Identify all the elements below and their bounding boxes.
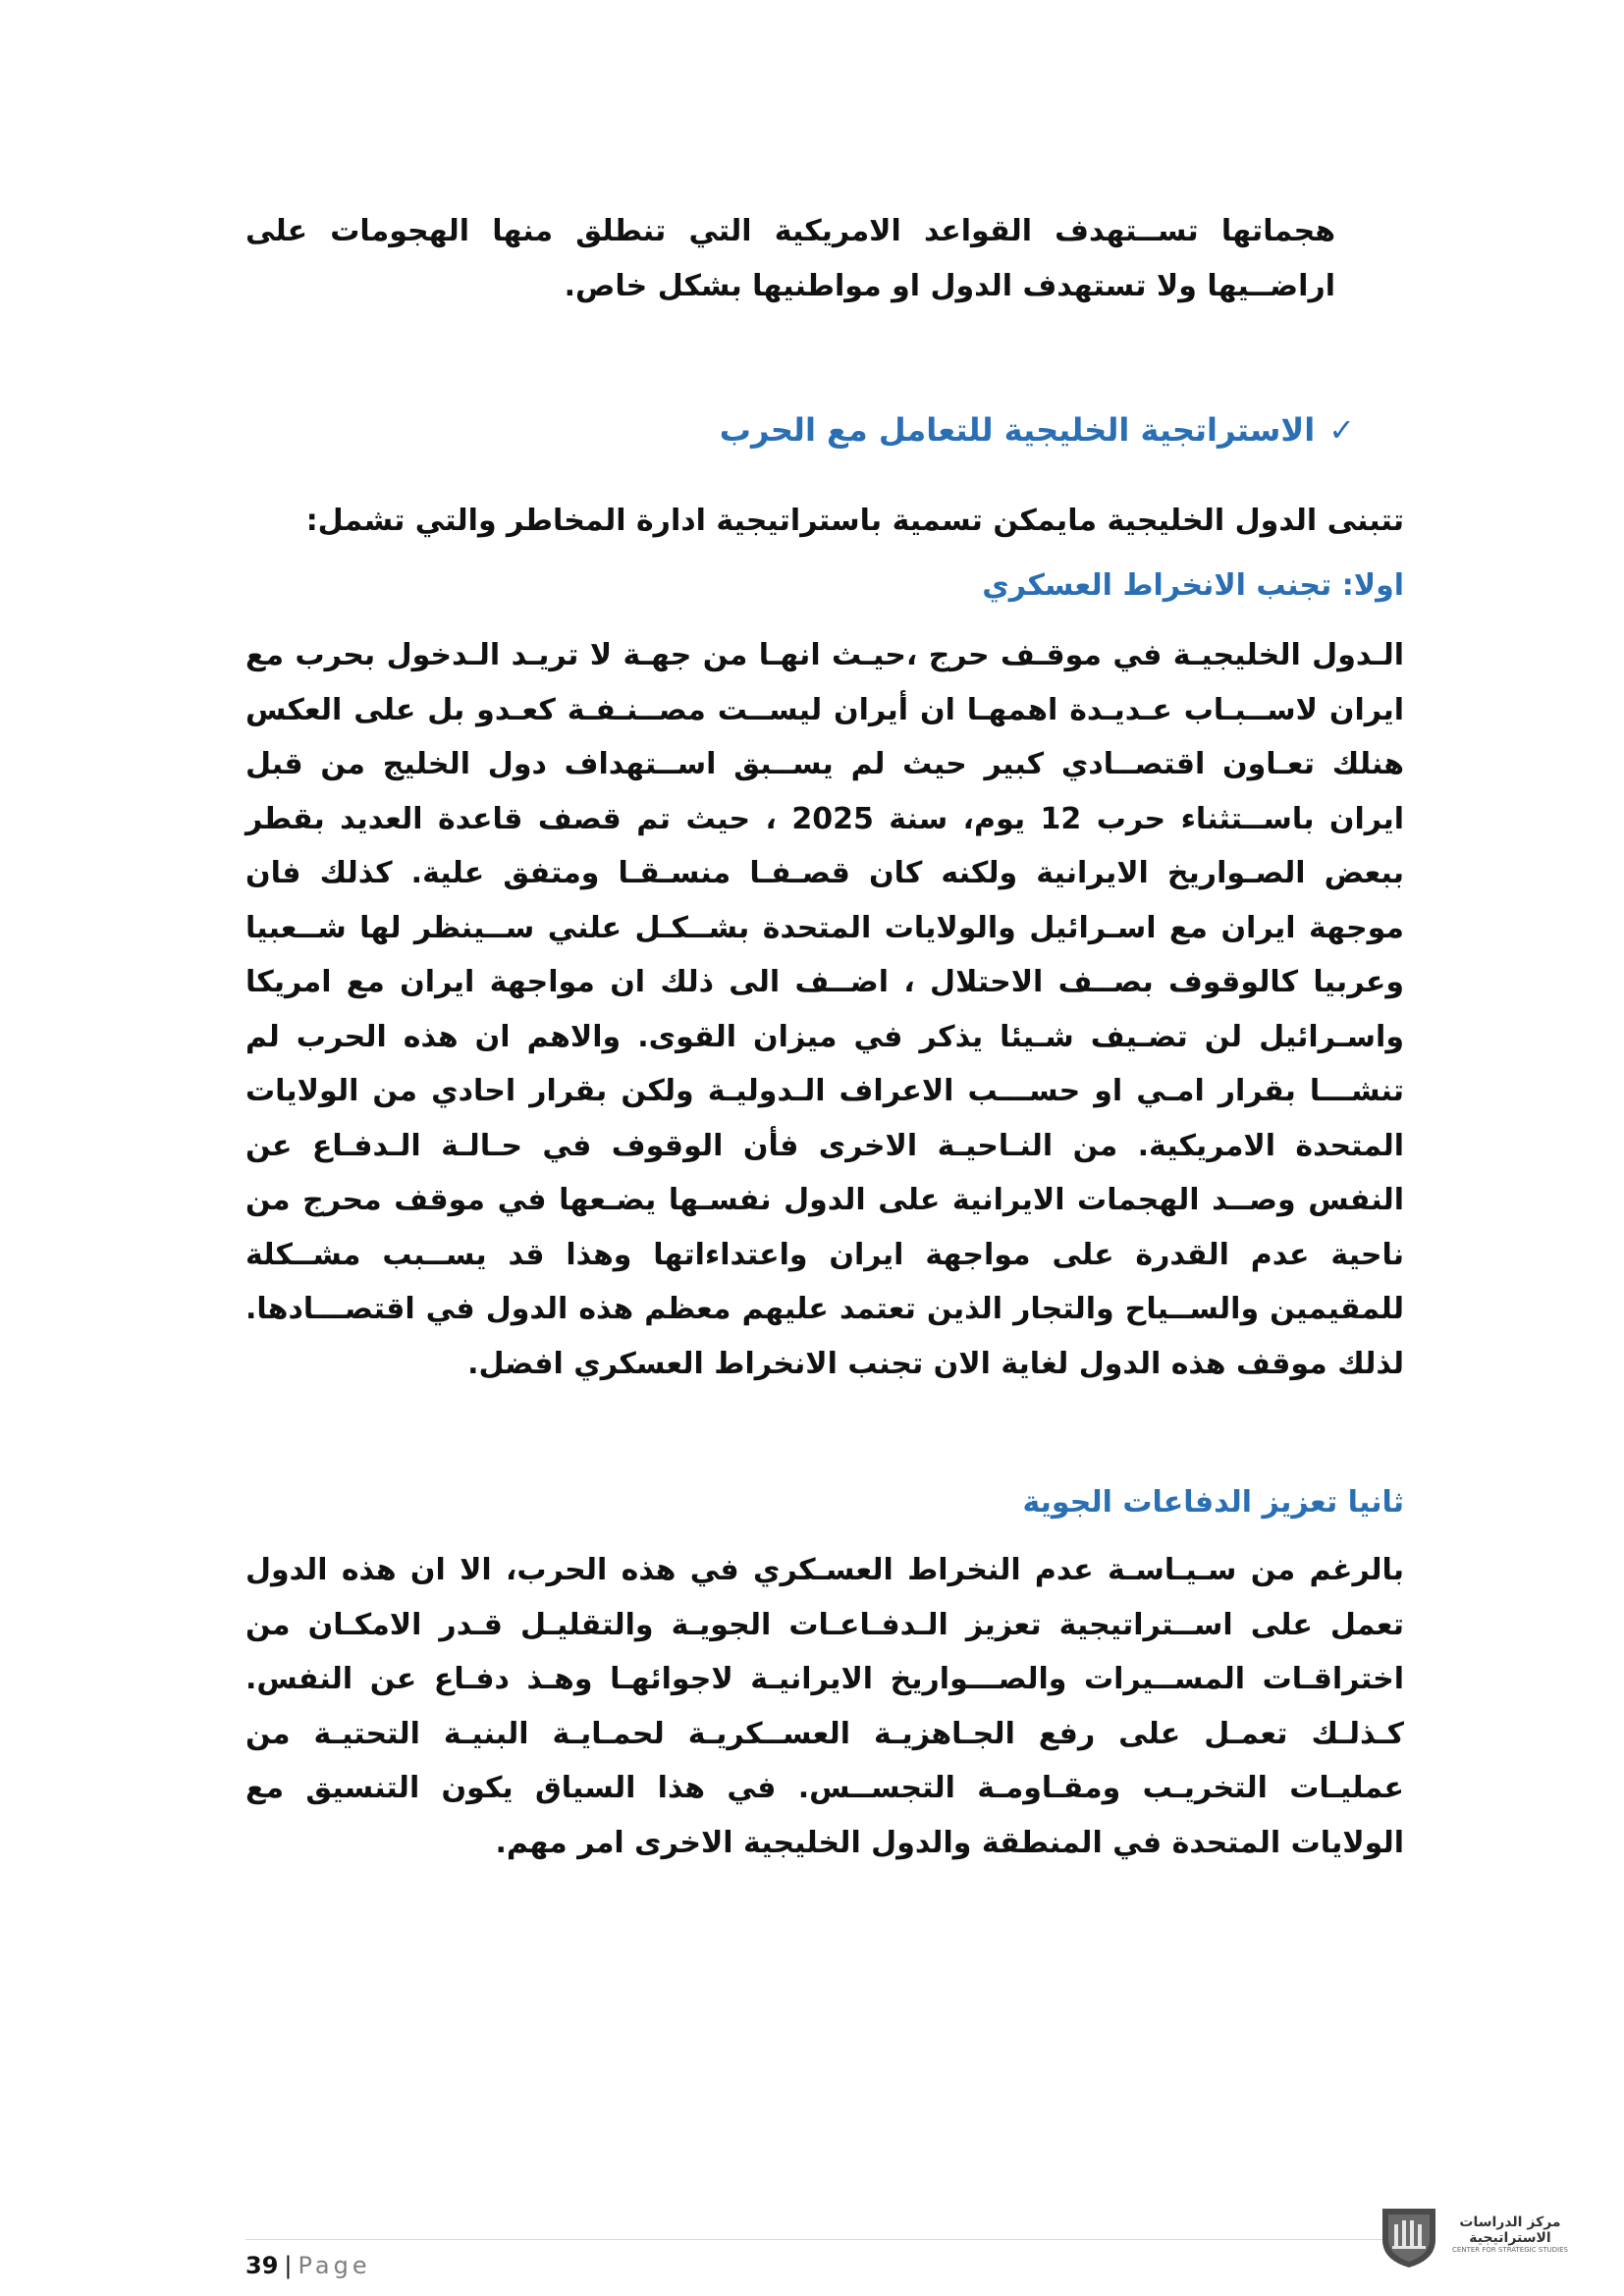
page-label: Page <box>298 2252 371 2279</box>
shield-emblem-icon <box>1375 2203 1443 2271</box>
logo-english-name: CENTER FOR STRATEGIC STUDIES <box>1452 2246 1568 2254</box>
footer-divider <box>245 2239 1404 2240</box>
intro-paragraph: هجماتها تســتهدف القواعد الامريكية التي تنطلق منها الهجومات على اراضــيها ولا تستهدف الدول او مواطنيها بشكل خاص. <box>245 214 1335 303</box>
checkmark-icon: ✓ <box>1328 411 1355 449</box>
page-number <box>245 2249 371 2282</box>
subsection-title-first: اولا: تجنب الانخراط العسكري <box>982 568 1404 603</box>
section-heading-text: الاستراتجية الخليجية للتعامل مع الحرب <box>719 411 1316 449</box>
subsection-title-second: ثانيا تعزيز الدفاعات الجوية <box>1022 1485 1404 1520</box>
page-number-value: 39 <box>245 2252 279 2279</box>
page-number-separator: | <box>284 2252 293 2279</box>
logo-name-line2: الاستراتيجية <box>1469 2230 1551 2246</box>
subsection-body-second: بالرغم من سـيـاسـة عدم النخراط العسـكري في هذه الحرب، الا ان هذه الدول تعمل على اســتراتيجية تعزيز الـدفـاعـات الجويـة والتقليـل قـدر الامكـان من اختراقـات المســيرات والصـــواريخ الايرانيـة لاجوائهـا وهـذ دفـاع عن النفس. كـذلـك تعمـل على رفع الجـاهزيـة العســكريـة لحمـايـة البنيـة التحتيـة من عمليـات التخريـب ومقـاومـة التجســس. في هذا السياق يكون التنسيق مع الولايات المتحدة في المنطقة والدول الخليجية الاخرى امر مهم. <box>245 1553 1404 1860</box>
center-logo <box>1375 2199 1571 2277</box>
lead-sentence: تتبنى الدول الخليجية مايمكن تسمية باستراتيجية ادارة المخاطر والتي تشمل: <box>305 504 1404 538</box>
subsection-body-first: الـدول الخليجيـة في موقـف حرج ،حيـث انهـا من جهـة لا تريـد الـدخول بحرب مع ايران لاســبـاب عـديـدة اهمهـا ان أيران ليســت مصــنـفـة كعـدو بل على العكس هنلك تعـاون اقتصــادي كبير حيث لم يســبق اســتهداف دول الخليج من قبل ايران باســتثناء حرب 12 يوم، سنة 2025 ، حيث تم قصف قاعدة العديد بقطر ببعض الصـواريخ الايرانية ولكنه كان قصـفـا منسـقـا ومتفق علية. كذلك فان موجهة ايران مع اسـرائيل والولايات المتحدة بشــكـل علني ســينظر لها شــعبيا وعربيا كالوقوف بصــف الاحتلال ، اضــف الى ذلك ان مواجهة ايران مع امريكا واسـرائيل لن تضـيف شـيئا يذكر في ميزان القوى. والاهم ان هذه الحرب لم تنشـــا بقرار امـي او حســـب الاعراف الـدوليـة ولكن بقرار احادي من الولايات المتحدة الامريكية. من النـاحيـة الاخرى فأن الوقوف في حـالـة الـدفـاع عن النفس وصــد الهجمات الايرانية على الدول نفسـها يضـعها في موقف محرج من ناحية عدم القدرة على مواجهة ايران واعتداءاتها وهذا قد يســبب مشــكلة للمقيمين والســياح والتجار الذين تعتمد عليهم معظم هذه الدول في اقتصـــادها. لذلك موقف هذه الدول لغاية الان تجنب الانخراط العسكري افضل. <box>245 638 1404 1381</box>
section-heading <box>245 404 1355 455</box>
logo-name-line1: مركز الدراسات <box>1459 2215 1561 2230</box>
